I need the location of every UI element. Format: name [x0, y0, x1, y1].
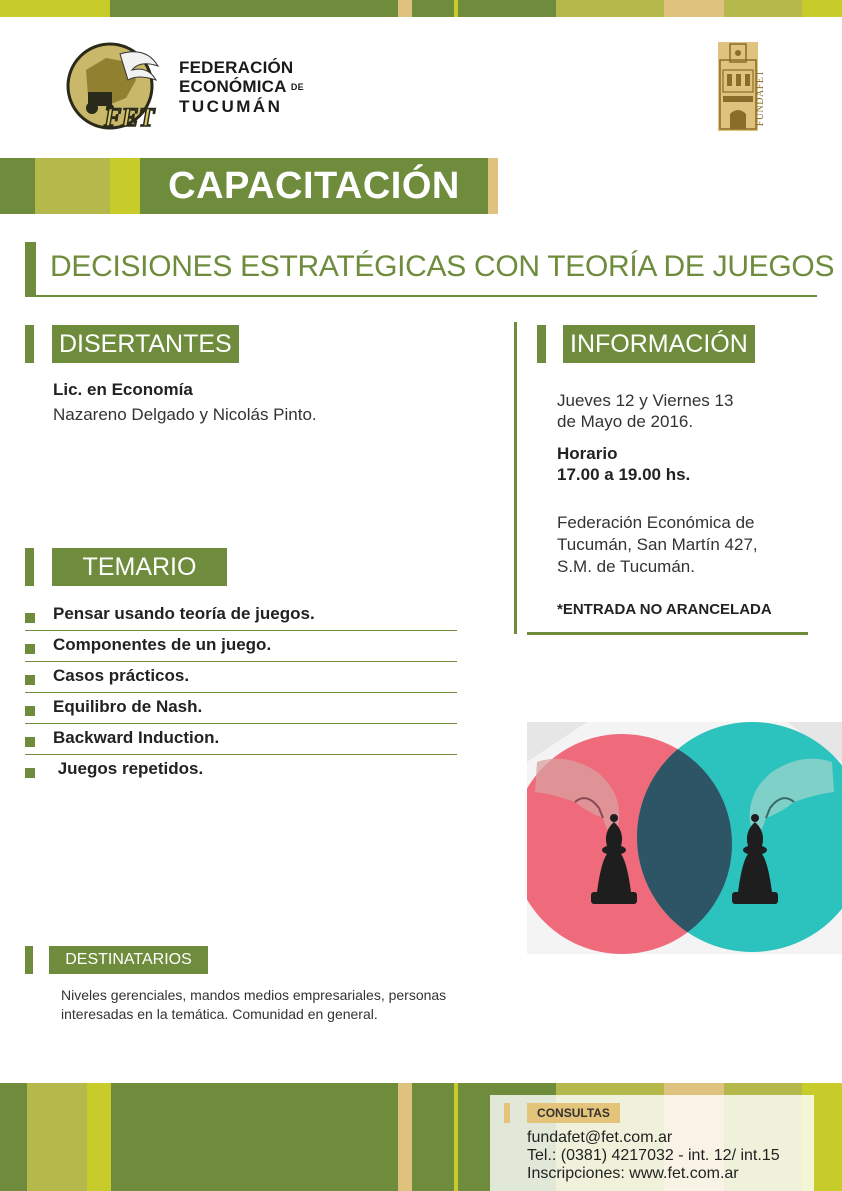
fundafet-building-icon — [716, 40, 760, 133]
temario-accent-bar — [25, 548, 34, 586]
info-underline — [527, 632, 808, 635]
list-item: Casos prácticos. — [25, 662, 457, 693]
disertantes-names: Nazareno Delgado y Nicolás Pinto. — [53, 405, 317, 424]
info-heading: INFORMACIÓN — [563, 325, 755, 363]
info-horario-value: 17.00 a 19.00 hs. — [557, 465, 691, 484]
list-item: Componentes de un juego. — [25, 631, 457, 662]
destinatarios-line1: Niveles gerenciales, mandos medios empresariales, personas — [61, 987, 447, 1003]
consultas-accent-bar — [504, 1103, 510, 1123]
fet-name-line1: FEDERACIÓN — [179, 58, 294, 77]
info-address-line3: S.M. de Tucumán. — [557, 557, 695, 576]
fet-name-de: DE — [290, 82, 304, 93]
info-address-line2: Tucumán, San Martín 427, — [557, 535, 758, 554]
title-underline — [25, 295, 817, 297]
course-title: DECISIONES ESTRATÉGICAS CON TEORÍA DE JUEGOS — [50, 250, 835, 283]
temario-list — [25, 600, 457, 786]
bullet-icon — [25, 644, 35, 654]
disertantes-degree: Lic. en Economía — [53, 380, 193, 399]
consultas-email[interactable]: fundafet@fet.com.ar — [527, 1129, 673, 1146]
list-item: Equilibro de Nash. — [25, 693, 457, 724]
fet-name — [179, 58, 304, 116]
list-item: Backward Induction. — [25, 724, 457, 755]
info-divider — [514, 322, 517, 634]
fet-name-line2: ECONÓMICA — [179, 77, 286, 96]
fundafet-label: FUNDAFET — [755, 70, 766, 127]
temario-heading: TEMARIO — [52, 548, 227, 586]
info-address-line1: Federación Económica de — [557, 513, 755, 532]
title-accent-bar — [25, 242, 36, 297]
bullet-icon — [25, 706, 35, 716]
list-item: Juegos repetidos. — [25, 755, 457, 786]
destinatarios-line2: interesadas en la temática. Comunidad en general. — [61, 1006, 378, 1022]
info-date-line2: de Mayo de 2016. — [557, 412, 694, 431]
consultas-label: CONSULTAS — [527, 1103, 620, 1123]
info-horario-label: Horario — [557, 444, 618, 463]
destinatarios-accent-bar — [25, 946, 33, 974]
bullet-icon — [25, 768, 35, 778]
info-entrada: *ENTRADA NO ARANCELADA — [557, 601, 772, 618]
banner-title: CAPACITACIÓN — [140, 158, 488, 214]
list-item: Pensar usando teoría de juegos. — [25, 600, 457, 631]
disertantes-accent-bar — [25, 325, 34, 363]
disertantes-heading: DISERTANTES — [52, 325, 239, 363]
fet-name-line3: TUCUMÁN — [179, 97, 283, 117]
bullet-icon — [25, 675, 35, 685]
bullet-icon — [25, 613, 35, 623]
info-accent-bar — [537, 325, 546, 363]
consultas-inscripciones[interactable]: Inscripciones: www.fet.com.ar — [527, 1165, 739, 1182]
fet-logo-letters: FET — [104, 103, 155, 130]
destinatarios-heading: DESTINATARIOS — [49, 946, 208, 974]
destinatarios-text — [61, 986, 446, 1024]
consultas-phone: Tel.: (0381) 4217032 - int. 12/ int.15 — [527, 1147, 780, 1164]
chess-hands-illustration — [527, 722, 842, 954]
info-date-line1: Jueves 12 y Viernes 13 — [557, 391, 734, 410]
bullet-icon — [25, 737, 35, 747]
fet-logo-emblem — [66, 40, 172, 130]
